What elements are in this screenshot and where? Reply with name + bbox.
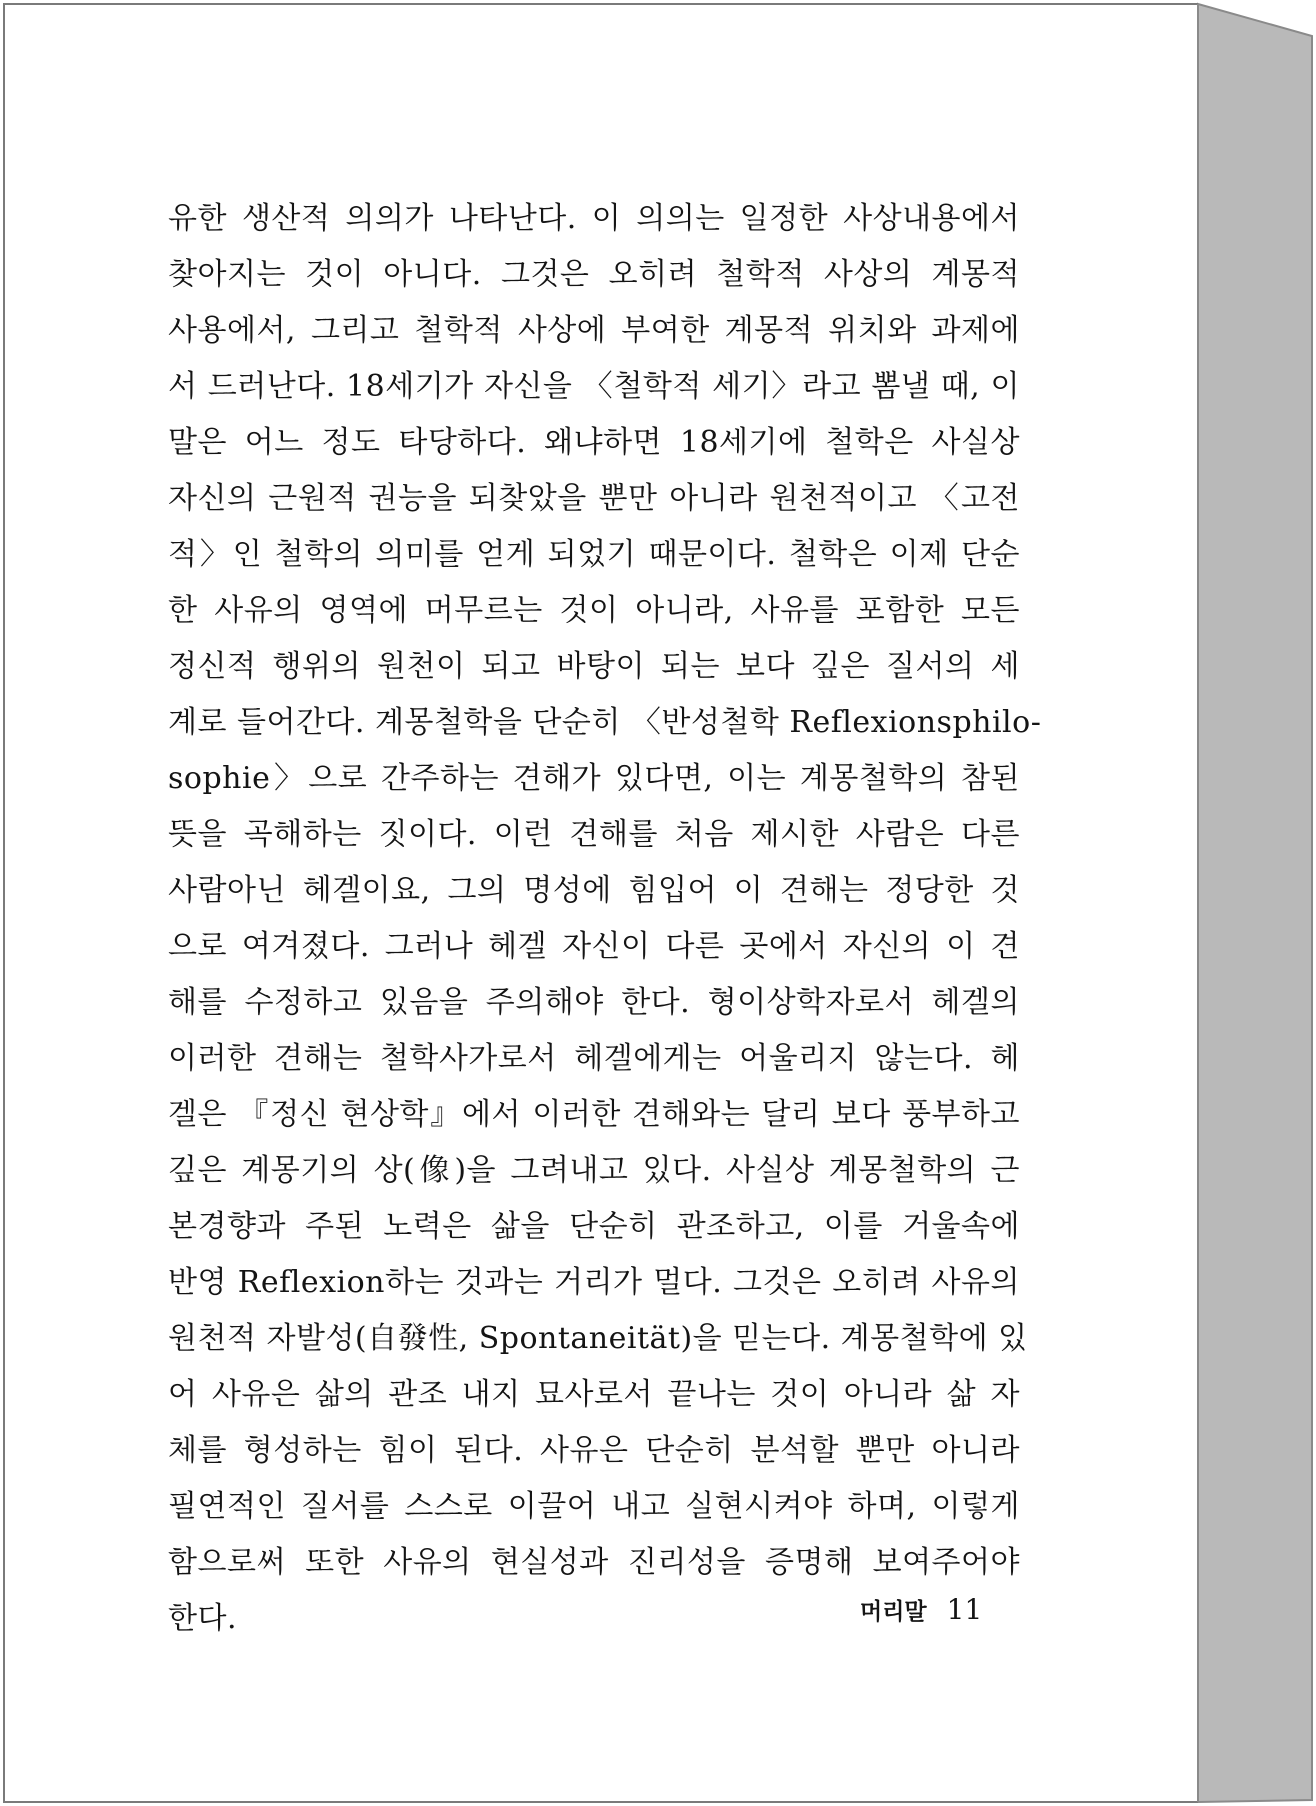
body-line: 사용에서, 그리고 철학적 사상에 부여한 계몽적 위치와 과제에 (168, 313, 1020, 348)
body-line: 함으로써 또한 사유의 현실성과 진리성을 증명해 보여주어야 (168, 1545, 1020, 1580)
body-line: 적〉인 철학의 의미를 얻게 되었기 때문이다. 철학은 이제 단순 (168, 537, 1020, 572)
body-line: 말은 어느 정도 타당하다. 왜냐하면 18세기에 철학은 사실상 (168, 425, 1020, 460)
body-line: 한 사유의 영역에 머무르는 것이 아니라, 사유를 포함한 모든 (168, 593, 1020, 628)
body-line: 자신의 근원적 권능을 되찾았을 뿐만 아니라 원천적이고 〈고전 (168, 481, 1020, 516)
body-line: 본경향과 주된 노력은 삶을 단순히 관조하고, 이를 거울속에 (168, 1209, 1020, 1244)
body-line: sophie〉으로 간주하는 견해가 있다면, 이는 계몽철학의 참된 (168, 761, 1020, 796)
body-line-last: 한다. (168, 1601, 237, 1636)
body-line: 유한 생산적 의의가 나타난다. 이 의의는 일정한 사상내용에서 (168, 201, 1020, 236)
body-line: 원천적 자발성(自發性, Spontaneität)을 믿는다. 계몽철학에 있 (168, 1321, 1028, 1356)
body-line: 정신적 행위의 원천이 되고 바탕이 되는 보다 깊은 질서의 세 (168, 649, 1020, 684)
page-footer (860, 1590, 1000, 1630)
body-line: 서 드러난다. 18세기가 자신을 〈철학적 세기〉라고 뽐낼 때, 이 (168, 369, 1020, 404)
body-line: 사람아닌 헤겔이요, 그의 명성에 힘입어 이 견해는 정당한 것 (168, 873, 1020, 908)
body-line: 으로 여겨졌다. 그러나 헤겔 자신이 다른 곳에서 자신의 이 견 (168, 929, 1020, 964)
footer-section-label: 머리말 (860, 1599, 927, 1625)
body-line: 어 사유은 삶의 관조 내지 묘사로서 끝나는 것이 아니라 삶 자 (168, 1377, 1020, 1412)
body-line: 뜻을 곡해하는 짓이다. 이런 견해를 처음 제시한 사람은 다른 (168, 817, 1020, 852)
body-line: 겔은 『정신 현상학』에서 이러한 견해와는 달리 보다 풍부하고 (168, 1097, 1020, 1132)
body-line: 해를 수정하고 있음을 주의해야 한다. 형이상학자로서 헤겔의 (168, 985, 1020, 1020)
body-line: 찾아지는 것이 아니다. 그것은 오히려 철학적 사상의 계몽적 (168, 257, 1020, 292)
body-line: 체를 형성하는 힘이 된다. 사유은 단순히 분석할 뿐만 아니라 (168, 1433, 1020, 1468)
body-line: 이러한 견해는 철학사가로서 헤겔에게는 어울리지 않는다. 헤 (168, 1041, 1020, 1076)
body-line: 반영 Reflexion하는 것과는 거리가 멀다. 그것은 오히려 사유의 (168, 1265, 1020, 1300)
page-stack-edge (1198, 4, 1312, 1802)
body-line: 깊은 계몽기의 상(像)을 그려내고 있다. 사실상 계몽철학의 근 (168, 1153, 1020, 1188)
body-line: 계로 들어간다. 계몽철학을 단순히 〈반성철학 Reflexionsphilo- (168, 705, 1042, 740)
page-number: 11 (946, 1593, 983, 1626)
body-line: 필연적인 질서를 스스로 이끌어 내고 실현시켜야 하며, 이렇게 (168, 1489, 1020, 1524)
